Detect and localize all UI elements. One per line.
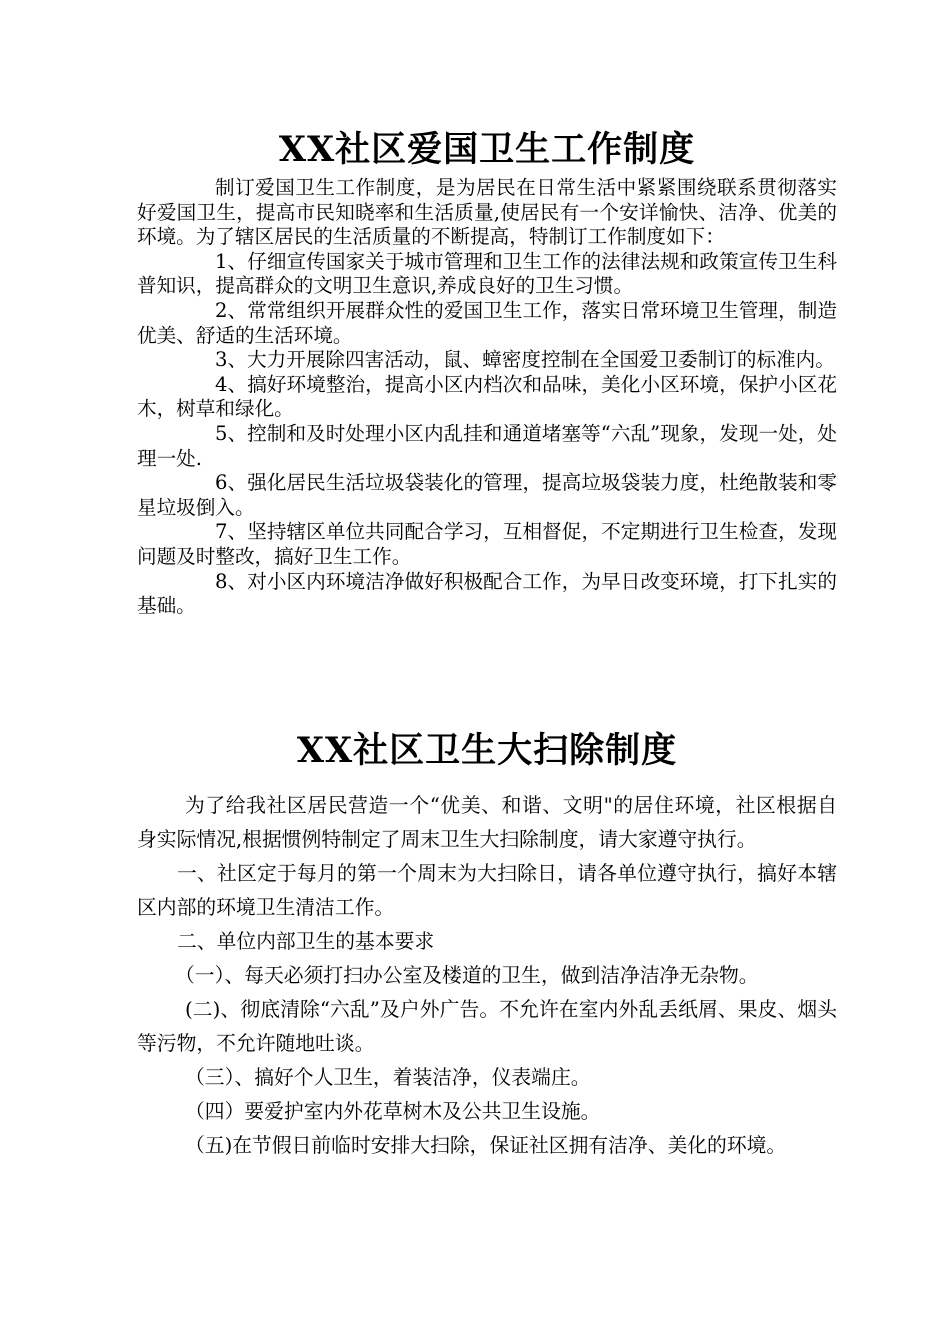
section1-item-6: 6、强化居民生活垃圾袋装化的管理，提高垃圾袋装力度，杜绝散装和零星垃圾倒入。: [137, 471, 837, 519]
section2-sub-1: （一）、每天必须打扫办公室及楼道的卫生，做到洁净洁净无杂物。: [175, 964, 759, 987]
section1-body: [137, 176, 837, 619]
section1-title: XX社区爱国卫生工作制度: [278, 129, 696, 170]
section1-item-1: 1、仔细宣传国家关于城市管理和卫生工作的法律法规和政策宣传卫生科普知识，提高群众的文明卫生意识,养成良好的卫生习惯。: [137, 249, 837, 298]
section2-title: XX社区卫生大扫除制度: [296, 730, 678, 771]
section1-item-7: 7、坚持辖区单位共同配合学习，互相督促，不定期进行卫生检查，发现问题及时整改，搞好卫生工作。: [137, 520, 837, 568]
section1-intro: 制订爱国卫生工作制度，是为居民在日常生活中紧紧围绕联系贯彻落实好爱国卫生，提高市民知晓率和生活质量,使居民有一个安详愉快、洁净、优美的环境。为了辖区居民的生活质量的不断提高，特制订工作制度如下：: [137, 176, 837, 249]
section2-sub-5: （五)在节假日前临时安排大扫除，保证社区拥有洁净、美化的环境。: [185, 1134, 787, 1157]
section2-body: [137, 789, 837, 1163]
section1-item-5: 5、控制和及时处理小区内乱挂和通道堵塞等“六乱”现象，发现一处，处理一处.: [137, 421, 837, 470]
section2-point-2: 二、单位内部卫生的基本要求: [177, 930, 435, 953]
section1-item-3: 3、大力开展除四害活动，鼠、蟑密度控制在全国爱卫委制订的标准内。: [215, 348, 835, 372]
section2-sub-4: （四）要爱护室内外花草树木及公共卫生设施。: [185, 1100, 601, 1123]
section1-item-4: 4、搞好环境整治，提高小区内档次和品味，美化小区环境，保护小区花木，树草和绿化。: [137, 372, 837, 421]
section1-item-2: 2、常常组织开展群众性的爱国卫生工作，落实日常环境卫生管理，制造优美、舒适的生活环境。: [137, 298, 837, 347]
section2-sub-3: （三）、搞好个人卫生，着装洁净，仪表端庄。: [185, 1066, 591, 1089]
section1-item-8: 8、对小区内环境洁净做好积极配合工作，为早日改变环境，打下扎实的基础。: [137, 569, 837, 618]
section2-point-1: 一、社区定于每月的第一个周末为大扫除日，请各单位遵守执行，搞好本辖区内部的环境卫生清洁工作。: [137, 862, 837, 919]
section2-intro: 为了给我社区居民营造一个“优美、和谐、文明"的居住环境，社区根据自身实际情况,根据惯例特制定了周末卫生大扫除制度，请大家遵守执行。: [137, 794, 837, 851]
section2-sub-2: (二)、彻底清除“六乱”及户外广告。不允许在室内外乱丢纸屑、果皮、烟头等污物，不允许随地吐谈。: [137, 998, 837, 1055]
